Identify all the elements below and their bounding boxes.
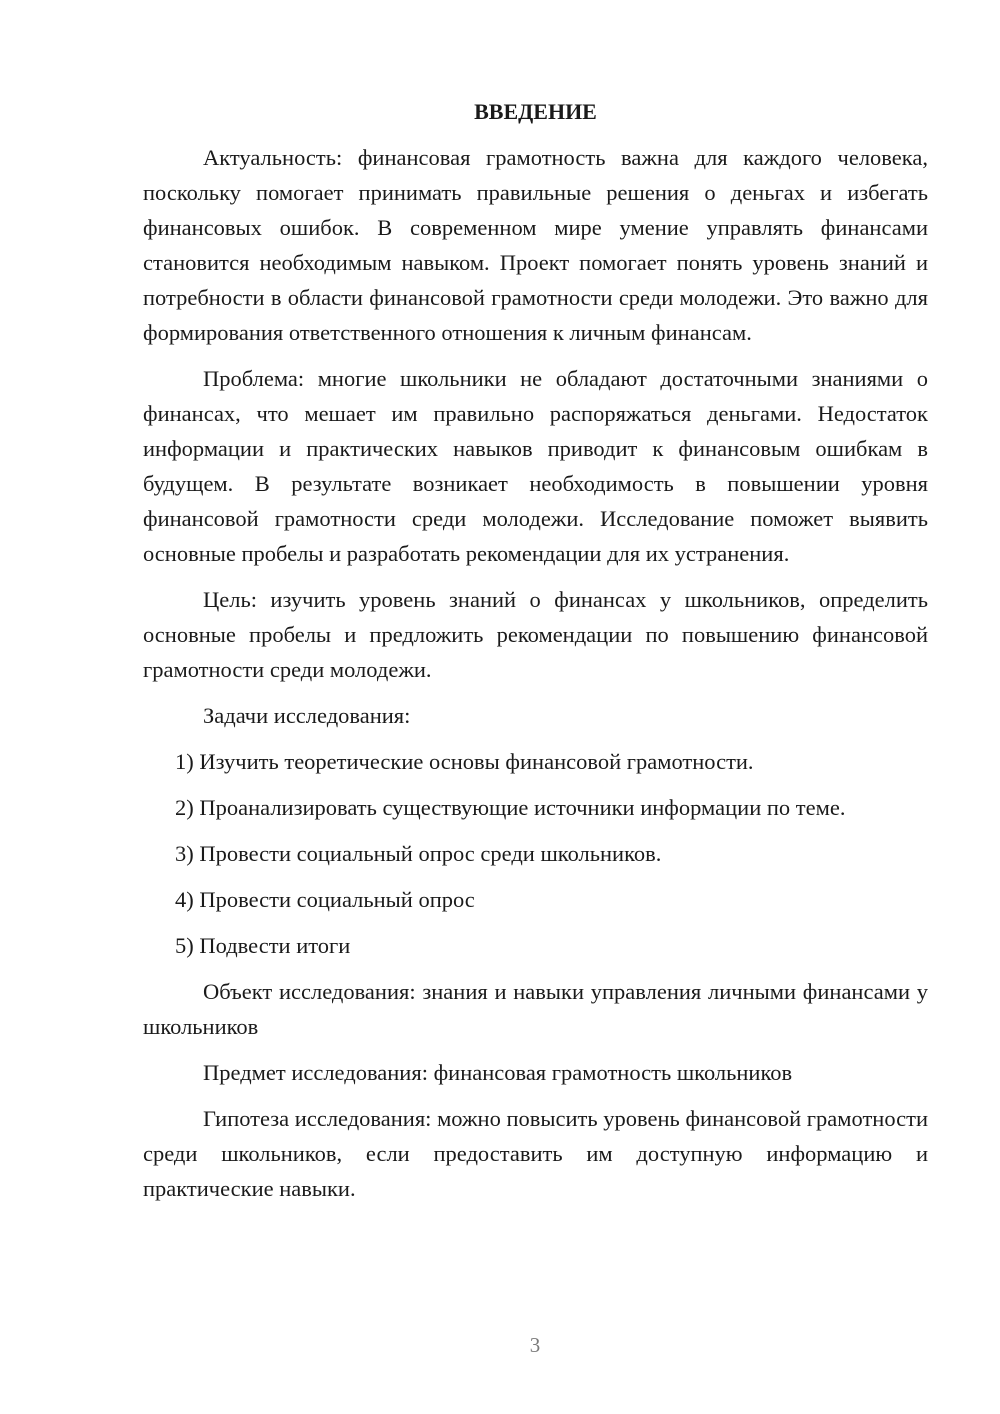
- page-number: 3: [529, 1333, 541, 1357]
- object-paragraph: Объект исследования: знания и навыки управления личными финансами у школьников: [143, 979, 928, 1039]
- problem-paragraph: Проблема: многие школьники не обладают достаточными знаниями о финансах, что мешает им правильно распоряжаться деньгами. Недостаток информации и практических навыков приводит к финансовым ошибкам в будущем. В результате возникает необходимость в повышении уровня финансовой грамотности среди молодежи. Исследование поможет выявить основные пробелы и разработать рекомендации для их устранения.: [143, 366, 928, 566]
- task-item: 4) Провести социальный опрос: [175, 887, 475, 912]
- task-item: 3) Провести социальный опрос среди школьников.: [175, 841, 662, 866]
- page-content: [143, 94, 928, 1217]
- task-item: 1) Изучить теоретические основы финансовой грамотности.: [175, 749, 754, 774]
- subject-paragraph: Предмет исследования: финансовая грамотность школьников: [203, 1060, 793, 1085]
- goal-paragraph: Цель: изучить уровень знаний о финансах у школьников, определить основные пробелы и предложить рекомендации по повышению финансовой грамотности среди молодежи.: [143, 587, 928, 682]
- tasks-heading: Задачи исследования:: [203, 703, 411, 728]
- task-item: 5) Подвести итоги: [175, 933, 351, 958]
- hypothesis-paragraph: Гипотеза исследования: можно повысить уровень финансовой грамотности среди школьников, если предоставить им доступную информацию и практические навыки.: [143, 1106, 928, 1201]
- task-item: 2) Проанализировать существующие источники информации по теме.: [175, 795, 846, 820]
- tasks-list: [143, 744, 928, 963]
- section-title: ВВЕДЕНИЕ: [474, 99, 597, 124]
- relevance-paragraph: Актуальность: финансовая грамотность важна для каждого человека, поскольку помогает принимать правильные решения о деньгах и избегать финансовых ошибок. В современном мире умение управлять финансами становится необходимым навыком. Проект помогает понять уровень знаний и потребности в области финансовой грамотности среди молодежи. Это важно для формирования ответственного отношения к личным финансам.: [143, 145, 928, 345]
